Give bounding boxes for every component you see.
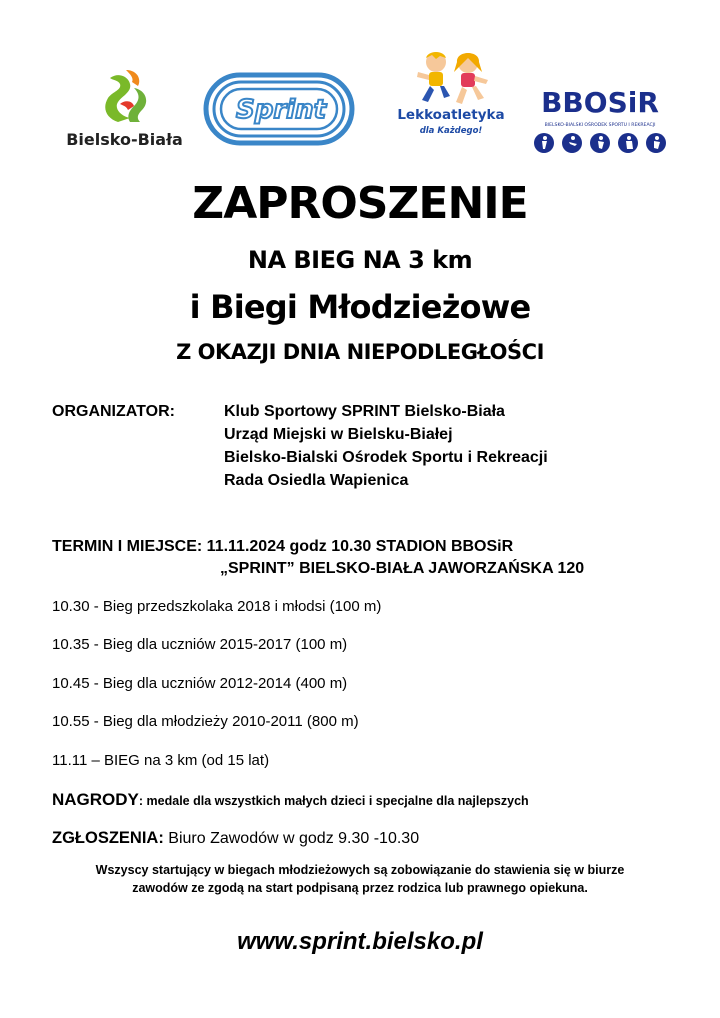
schedule-item: 10.55 - Bieg dla młodzieży 2010-2011 (800 m) xyxy=(52,713,359,730)
schedule-item: 10.30 - Bieg przedszkolaka 2018 i młodsi (100 m) xyxy=(52,598,382,615)
schedule-item: 10.35 - Bieg dla uczniów 2015-2017 (100 m) xyxy=(52,636,348,653)
prizes-text: : medale dla wszystkich małych dzieci i specjalne dla najlepszych xyxy=(138,794,529,808)
sprint-logo-text: Sprint xyxy=(235,95,327,125)
website-link[interactable]: www.sprint.bielsko.pl xyxy=(237,928,483,955)
bielsko-biala-logo-icon xyxy=(100,68,152,124)
running-kids-icon xyxy=(410,50,492,108)
bielsko-biala-logo-text: Bielsko-Biała xyxy=(66,130,183,149)
organizer-line: Urząd Miejski w Bielsku-Białej xyxy=(224,426,453,443)
organizer-label: ORGANIZATOR: xyxy=(52,403,175,420)
bbosir-subtitle: BIELSKO-BIALSKI OŚRODEK SPORTU I REKREACJI xyxy=(544,123,656,128)
sport-pictograms-icon xyxy=(532,132,668,154)
organizer-line: Klub Sportowy SPRINT Bielsko-Biała xyxy=(224,403,505,420)
sprint-track-logo-icon xyxy=(203,72,355,146)
bielsko-biala-logo xyxy=(62,68,187,154)
consent-note-line: Wszyscy startujący w biegach młodzieżowych są zobowiązanie do stawienia się w biurze xyxy=(95,863,625,877)
bbosir-title: BBOSiR xyxy=(541,86,659,119)
subtitle-occasion: Z OKAZJI DNIA NIEPODLEGŁOŚCI xyxy=(176,340,544,364)
prizes xyxy=(52,790,529,810)
date-place-line: TERMIN I MIEJSCE: 11.11.2024 godz 10.30 STADION BBOSiR xyxy=(52,538,514,555)
consent-note xyxy=(40,861,680,897)
schedule-item: 10.45 - Bieg dla uczniów 2012-2014 (400 m) xyxy=(52,675,348,692)
organizer-line: Rada Osiedla Wapienica xyxy=(224,472,409,489)
page-title: ZAPROSZENIE xyxy=(192,178,528,229)
subtitle-run-3km: NA BIEG NA 3 km xyxy=(247,246,473,274)
organizer-line: Bielsko-Bialski Ośrodek Sportu i Rekreacji xyxy=(224,449,548,466)
subtitle-youth-runs: i Biegi Młodzieżowe xyxy=(189,288,531,326)
prizes-label: NAGRODY xyxy=(52,790,139,809)
registration-label: ZGŁOSZENIA: xyxy=(52,829,164,847)
bbosir-logo xyxy=(530,86,670,158)
lekkoatletyka-logo xyxy=(392,50,510,142)
consent-note-line: zawodów ze zgodą na start podpisaną przez rodzica lub prawnego opiekuna. xyxy=(132,881,588,895)
venue-address: „SPRINT” BIELSKO-BIAŁA JAWORZAŃSKA 120 xyxy=(220,560,585,577)
registration-text: Biuro Zawodów w godz 9.30 -10.30 xyxy=(163,830,420,847)
registration xyxy=(52,829,419,848)
schedule-item: 11.11 – BIEG na 3 km (od 15 lat) xyxy=(52,752,270,769)
lekkoatletyka-subtitle: dla Każdego! xyxy=(419,126,483,136)
sprint-logo xyxy=(203,72,355,146)
lekkoatletyka-title: Lekkoatletyka xyxy=(397,107,505,123)
